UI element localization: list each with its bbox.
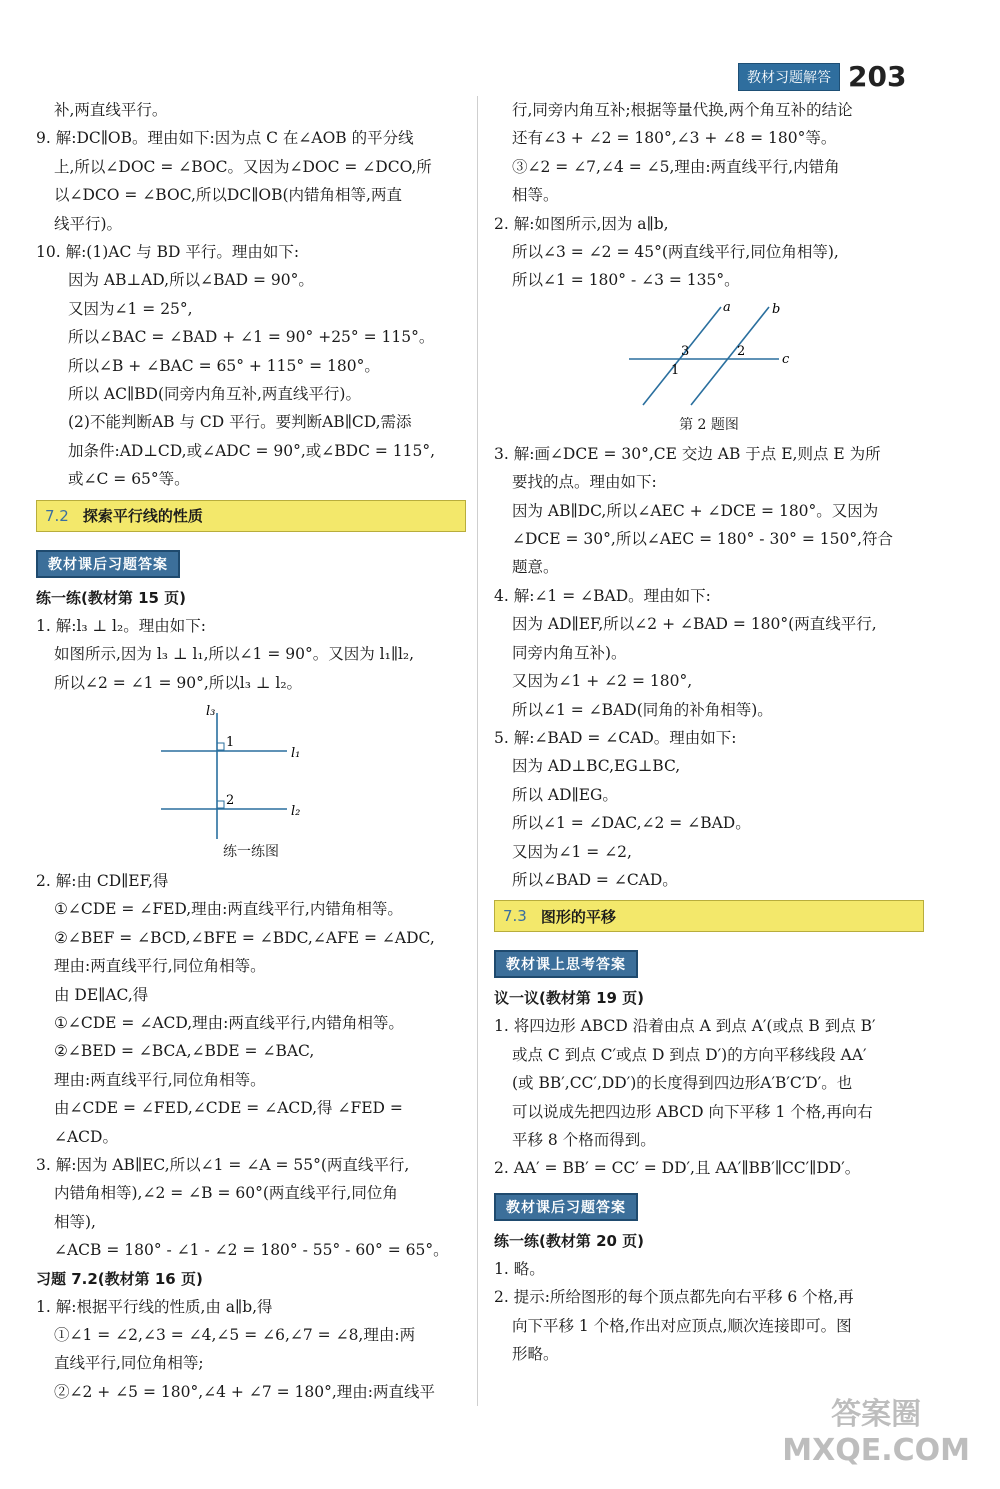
figure-caption: 练一练图 — [223, 843, 279, 860]
text-line: ∠ACB = 180° - ∠1 - ∠2 = 180° - 55° - 60° = 65°。 — [54, 1241, 449, 1260]
text-line: ①∠CDE = ∠ACD,理由:两直线平行,内错角相等。 — [54, 1013, 404, 1032]
text-line: ②∠2 + ∠5 = 180°,∠4 + ∠7 = 180°,理由:两直线平 — [54, 1382, 436, 1401]
watermark — [782, 1397, 970, 1469]
text-line: 如图所示,因为 l₃ ⊥ l₁,所以∠1 = 90°。又因为 l₁∥l₂, — [54, 645, 415, 664]
section-number: 7.2 — [45, 506, 69, 525]
text-line: 所以∠2 = ∠1 = 90°,所以l₃ ⊥ l₂。 — [54, 673, 303, 692]
text-line: 或∠C = 65°等。 — [68, 470, 190, 489]
figure-practice — [36, 701, 466, 863]
text-line: 题意。 — [512, 558, 559, 577]
angle-2: 2 — [737, 343, 746, 359]
text-line: (或 BB′,CC′,DD′)的长度得到四边形A′B′C′D′。也 — [512, 1074, 853, 1093]
text-line: 10. 解:(1)AC 与 BD 平行。理由如下: — [36, 243, 300, 262]
page-header — [738, 60, 906, 93]
text-line: 又因为∠1 + ∠2 = 180°, — [512, 672, 693, 691]
text-line: 线平行)。 — [54, 214, 123, 233]
text-line: 理由:两直线平行,同位角相等。 — [54, 1070, 266, 1089]
section-title: 探索平行线的性质 — [82, 507, 203, 526]
text-line: 2. 解:如图所示,因为 a∥b, — [494, 214, 669, 233]
text-line: ②∠BED = ∠BCA,∠BDE = ∠BAC, — [54, 1042, 315, 1061]
answer-tag: 教材课后习题答案 — [36, 550, 180, 578]
text-line: 1. 解:根据平行线的性质,由 a∥b,得 — [36, 1297, 273, 1316]
label-a: a — [723, 299, 731, 315]
sub-heading: 议一议(教材第 19 页) — [494, 989, 645, 1008]
text-line: 补,两直线平行。 — [54, 101, 168, 119]
label-l1: l₁ — [291, 745, 301, 761]
text-line: 行,同旁内角互补;根据等量代换,两个角互补的结论 — [512, 101, 853, 119]
watermark-url: MXQE.COM — [782, 1433, 970, 1468]
text-line: 4. 解:∠1 = ∠BAD。理由如下: — [494, 586, 711, 605]
sub-heading: 练一练(教材第 15 页) — [36, 588, 187, 607]
header-tag: 教材习题解答 — [738, 63, 840, 91]
text-line: 因为 AB∥DC,所以∠AEC + ∠DCE = 180°。又因为 — [512, 501, 879, 520]
text-line: 平移 8 个格而得到。 — [512, 1130, 656, 1149]
text-line: 1. 解:l₃ ⊥ l₂。理由如下: — [36, 616, 206, 635]
text-line: 2. 解:由 CD∥EF,得 — [36, 871, 169, 890]
text-line: 所以∠1 = ∠DAC,∠2 = ∠BAD。 — [512, 814, 751, 833]
text-line: 上,所以∠DOC = ∠BOC。又因为∠DOC = ∠DCO,所 — [54, 157, 432, 176]
text-line: 3. 解:画∠DCE = 30°,CE 交边 AB 于点 E,则点 E 为所 — [494, 444, 881, 463]
text-line: 所以∠1 = ∠BAD(同角的补角相等)。 — [512, 700, 773, 719]
watermark-title: 答案圈 — [831, 1397, 922, 1432]
angle-1: 1 — [671, 362, 680, 378]
text-line: ∠DCE = 30°,所以∠AEC = 180° - 30° = 150°,符合 — [512, 530, 894, 549]
right-column — [494, 96, 924, 1368]
transversal-diagram — [609, 299, 809, 414]
text-line: 2. 提示:所给图形的每个顶点都先向右平移 6 个格,再 — [494, 1288, 854, 1307]
text-line: 又因为∠1 = 25°, — [68, 299, 193, 318]
text-line: 还有∠3 + ∠2 = 180°,∠3 + ∠8 = 180°等。 — [512, 129, 837, 148]
text-line: 9. 解:DC∥OB。理由如下:因为点 C 在∠AOB 的平分线 — [36, 129, 414, 148]
text-line: 由∠CDE = ∠FED,∠CDE = ∠ACD,得 ∠FED = — [54, 1099, 403, 1118]
left-column — [36, 96, 466, 1406]
text-line: 因为 AD⊥BC,EG⊥BC, — [512, 757, 681, 776]
text-line: 相等), — [54, 1212, 96, 1231]
angle-3: 3 — [681, 343, 690, 359]
label-l3: l₃ — [206, 703, 216, 719]
text-line: ①∠CDE = ∠FED,理由:两直线平行,内错角相等。 — [54, 900, 403, 919]
text-line: 理由:两直线平行,同位角相等。 — [54, 957, 266, 976]
figure-caption: 第 2 题图 — [679, 416, 739, 433]
label-l2: l₂ — [291, 803, 301, 819]
text-line: 因为 AB⊥AD,所以∠BAD = 90°。 — [68, 271, 314, 290]
text-line: 2. AA′ = BB′ = CC′ = DD′,且 AA′∥BB′∥CC′∥DD′。 — [494, 1159, 861, 1178]
text-line: 3. 解:因为 AB∥EC,所以∠1 = ∠A = 55°(两直线平行, — [36, 1155, 410, 1174]
text-line: 以∠DCO = ∠BOC,所以DC∥OB(内错角相等,两直 — [54, 186, 402, 205]
text-line: 所以 AC∥BD(同旁内角互补,两直线平行)。 — [68, 385, 361, 404]
text-line: 要找的点。理由如下: — [512, 473, 657, 492]
text-line: 相等。 — [512, 186, 559, 205]
text-line: (2)不能判断AB 与 CD 平行。要判断AB∥CD,需添 — [68, 413, 412, 432]
section-heading — [494, 900, 924, 932]
text-line: 所以∠1 = 180° - ∠3 = 135°。 — [512, 271, 740, 290]
text-line: 加条件:AD⊥CD,或∠ADC = 90°,或∠BDC = 115°, — [68, 441, 436, 460]
text-line: 或点 C 到点 C′或点 D 到点 D′)的方向平移线段 AA′ — [512, 1045, 867, 1064]
text-line: 又因为∠1 = ∠2, — [512, 842, 632, 861]
text-line: 所以∠BAC = ∠BAD + ∠1 = 90° +25° = 115°。 — [68, 328, 435, 347]
sub-heading: 习题 7.2(教材第 16 页) — [36, 1269, 203, 1288]
text-line: ②∠BEF = ∠BCD,∠BFE = ∠BDC,∠AFE = ∠ADC, — [54, 928, 435, 947]
text-line: 同旁内角互补)。 — [512, 643, 627, 662]
angle-1: 1 — [226, 734, 235, 750]
text-line: 形略。 — [512, 1345, 559, 1363]
text-line: 可以说成先把四边形 ABCD 向下平移 1 个格,再向右 — [512, 1102, 873, 1121]
figure-question-2 — [494, 299, 924, 436]
section-title: 图形的平移 — [540, 907, 616, 926]
text-line: 所以 AD∥EG。 — [512, 785, 618, 804]
text-line: ③∠2 = ∠7,∠4 = ∠5,理由:两直线平行,内错角 — [512, 157, 840, 176]
text-line: 向下平移 1 个格,作出对应顶点,顺次连接即可。图 — [512, 1316, 852, 1335]
parallel-lines-diagram — [151, 701, 351, 841]
column-divider — [477, 96, 478, 1406]
text-line: 因为 AD∥EF,所以∠2 + ∠BAD = 180°(两直线平行, — [512, 615, 877, 634]
text-line: 5. 解:∠BAD = ∠CAD。理由如下: — [494, 728, 737, 747]
page-number: 203 — [848, 60, 907, 93]
text-line: ∠ACD。 — [54, 1127, 118, 1146]
text-line: 1. 略。 — [494, 1259, 545, 1278]
text-line: 内错角相等),∠2 = ∠B = 60°(两直线平行,同位角 — [54, 1184, 398, 1203]
label-c: c — [782, 351, 790, 367]
text-line: 直线平行,同位角相等; — [54, 1354, 204, 1373]
text-line: 所以∠3 = ∠2 = 45°(两直线平行,同位角相等), — [512, 243, 839, 262]
label-b: b — [772, 301, 781, 317]
text-line: 1. 将四边形 ABCD 沿着由点 A 到点 A′(或点 B 到点 B′ — [494, 1017, 876, 1036]
sub-heading: 练一练(教材第 20 页) — [494, 1231, 645, 1250]
angle-2: 2 — [226, 792, 235, 808]
answer-tag: 教材课后习题答案 — [494, 1193, 638, 1221]
text-line: 由 DE∥AC,得 — [54, 985, 149, 1004]
text-line: 所以∠B + ∠BAC = 65° + 115° = 180°。 — [68, 356, 380, 375]
section-number: 7.3 — [503, 907, 527, 926]
section-heading — [36, 500, 466, 532]
text-line: ①∠1 = ∠2,∠3 = ∠4,∠5 = ∠6,∠7 = ∠8,理由:两 — [54, 1326, 416, 1344]
answer-tag: 教材课上思考答案 — [494, 950, 638, 978]
text-line: 所以∠BAD = ∠CAD。 — [512, 870, 678, 889]
